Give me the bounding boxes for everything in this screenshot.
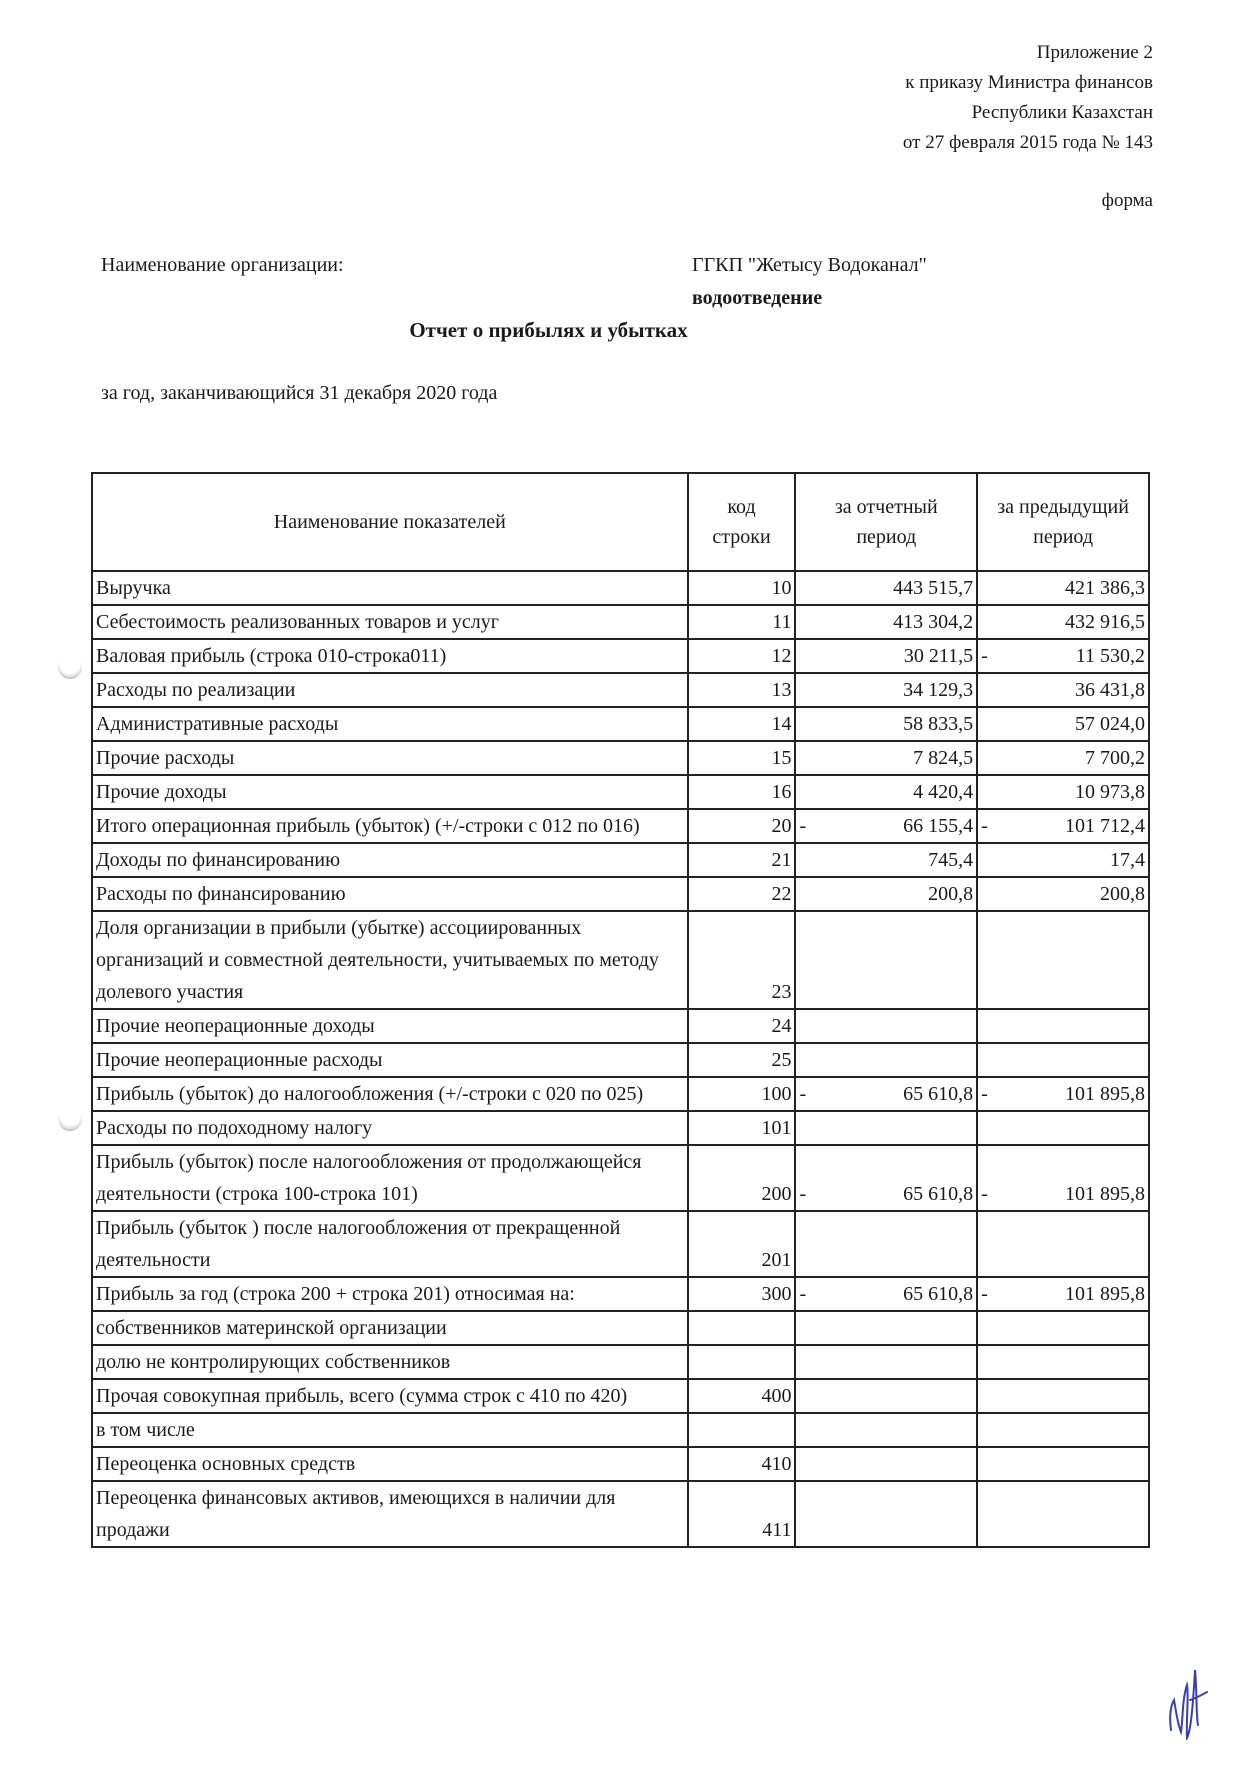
indicator-name: Прибыль (убыток) до налогообложения (+/-строки с 020 по 025) [92,1077,688,1111]
previous-period-cell [977,571,1149,605]
header-label: Наименование показателей [273,511,506,533]
indicator-name: Прибыль (убыток) после налогообложения от продолжающейся деятельности (строка 100-строка 101) [92,1145,688,1211]
table-row [92,1345,1149,1379]
line-code: 101 [688,1111,796,1145]
header-label: за предыдущий [997,496,1129,518]
previous-period-value: 57 024,0 [1075,713,1145,735]
report-period: за год, заканчивающийся 31 декабря 2020 года [101,382,498,404]
previous-period-cell [977,741,1149,775]
current-period-cell [795,843,977,877]
table-header-row [92,473,1149,571]
previous-period-cell [977,1009,1149,1043]
current-period-value: 30 211,5 [903,645,974,667]
previous-period-value: 7 700,2 [1085,747,1145,769]
table-row [92,639,1149,673]
previous-period-cell [977,1345,1149,1379]
header-line-code [688,473,796,571]
table-row [92,809,1149,843]
line-code: 16 [688,775,796,809]
previous-period-cell [977,877,1149,911]
previous-period-cell [977,673,1149,707]
current-period-cell [795,775,977,809]
appendix-reference [903,38,1153,158]
line-code [688,1413,796,1447]
indicator-name: Себестоимость реализованных товаров и услуг [92,605,688,639]
indicator-name: Прочие неоперационные расходы [92,1043,688,1077]
negative-sign: - [981,645,988,667]
table-row [92,1277,1149,1311]
previous-period-cell [977,1311,1149,1345]
indicator-name: собственников материнской организации [92,1311,688,1345]
current-period-value: 34 129,3 [903,679,974,701]
previous-period-cell [977,843,1149,877]
appendix-line: Республики Казахстан [971,102,1153,123]
negative-sign: - [981,815,988,837]
current-period-cell [795,1111,977,1145]
previous-period-cell [977,1413,1149,1447]
line-code: 12 [688,639,796,673]
previous-period-value: 200,8 [1100,883,1145,905]
organization-name: ГГКП "Жетысу Водоканал" [692,254,927,276]
table-row [92,1111,1149,1145]
table-row [92,843,1149,877]
current-period-cell [795,1211,977,1277]
current-period-value: 66 155,4 [903,815,974,837]
current-period-cell [795,809,977,843]
previous-period-cell [977,1447,1149,1481]
previous-period-cell [977,639,1149,673]
table-row [92,1009,1149,1043]
previous-period-value: 101 895,8 [1065,1283,1145,1305]
negative-sign: - [799,815,807,837]
negative-sign: - [799,1083,807,1105]
indicator-name: Прибыль за год (строка 200 + строка 201) относимая на: [92,1277,688,1311]
line-code: 23 [688,911,796,1009]
line-code: 100 [688,1077,796,1111]
header-current-period [795,473,977,571]
header-previous-period [977,473,1149,571]
line-code: 400 [688,1379,796,1413]
current-period-cell [795,605,977,639]
negative-sign: - [981,1083,988,1105]
previous-period-cell [977,1379,1149,1413]
current-period-cell [795,1311,977,1345]
line-code: 24 [688,1009,796,1043]
current-period-cell [795,1009,977,1043]
appendix-line: от 27 февраля 2015 года № 143 [902,132,1153,153]
current-period-cell [795,571,977,605]
previous-period-value: 101 895,8 [1065,1083,1145,1105]
indicator-name: Прочая совокупная прибыль, всего (сумма строк с 410 по 420) [92,1379,688,1413]
negative-sign: - [981,1183,988,1205]
previous-period-cell [977,1077,1149,1111]
previous-period-value: 11 530,2 [1075,645,1145,667]
organization-label: Наименование организации: [101,254,344,276]
line-code: 10 [688,571,796,605]
table-row [92,911,1149,1009]
current-period-cell [795,1043,977,1077]
current-period-cell [795,1447,977,1481]
previous-period-cell [977,1111,1149,1145]
table-row [92,1043,1149,1077]
header-label: период [856,526,917,548]
previous-period-cell [977,1211,1149,1277]
line-code: 11 [688,605,796,639]
punch-hole-icon [58,655,82,679]
current-period-value: 65 610,8 [903,1183,974,1205]
current-period-value: 58 833,5 [903,713,974,735]
table-row [92,605,1149,639]
previous-period-cell [977,1277,1149,1311]
current-period-cell [795,1077,977,1111]
punch-hole-icon [58,1107,82,1131]
table-row [92,1145,1149,1211]
current-period-cell [795,877,977,911]
previous-period-value: 36 431,8 [1075,679,1145,701]
current-period-cell [795,1379,977,1413]
current-period-cell [795,707,977,741]
header-label: код [727,496,756,518]
indicator-name: Расходы по реализации [92,673,688,707]
previous-period-cell [977,1043,1149,1077]
line-code: 200 [688,1145,796,1211]
table-row [92,673,1149,707]
indicator-name: Выручка [92,571,688,605]
previous-period-value: 17,4 [1110,849,1145,871]
indicator-name: Переоценка основных средств [92,1447,688,1481]
line-code: 21 [688,843,796,877]
negative-sign: - [799,1183,807,1205]
appendix-line: к приказу Министра финансов [905,72,1153,93]
current-period-value: 7 824,5 [913,747,974,769]
header-label: за отчетный [834,496,938,518]
previous-period-value: 432 916,5 [1065,611,1145,633]
indicator-name: Административные расходы [92,707,688,741]
indicator-name: Доходы по финансированию [92,843,688,877]
indicator-name: Прибыль (убыток ) после налогообложения от прекращенной деятельности [92,1211,688,1277]
previous-period-value: 101 712,4 [1065,815,1145,837]
indicator-name: в том числе [92,1413,688,1447]
indicator-name: Расходы по финансированию [92,877,688,911]
previous-period-cell [977,911,1149,1009]
current-period-cell [795,911,977,1009]
current-period-value: 65 610,8 [903,1083,974,1105]
table-row [92,1311,1149,1345]
report-title: Отчет о прибылях и убытках [409,318,688,342]
table-row [92,1379,1149,1413]
previous-period-cell [977,809,1149,843]
current-period-value: 443 515,7 [893,577,974,599]
indicator-name: Прочие доходы [92,775,688,809]
table-row [92,1447,1149,1481]
indicator-name: Переоценка финансовых активов, имеющихся в наличии для продажи [92,1481,688,1547]
line-code: 300 [688,1277,796,1311]
current-period-cell [795,1145,977,1211]
table-row [92,1211,1149,1277]
current-period-cell [795,1345,977,1379]
line-code: 15 [688,741,796,775]
current-period-value: 4 420,4 [913,781,974,803]
current-period-cell [795,1413,977,1447]
organization-division: водоотведение [692,287,823,309]
current-period-cell [795,639,977,673]
indicator-name: Прочие расходы [92,741,688,775]
indicator-name: Валовая прибыль (строка 010-строка011) [92,639,688,673]
line-code: 201 [688,1211,796,1277]
line-code: 14 [688,707,796,741]
current-period-cell [795,1481,977,1547]
previous-period-cell [977,707,1149,741]
negative-sign: - [799,1283,807,1305]
table-row [92,1413,1149,1447]
line-code: 410 [688,1447,796,1481]
indicator-name: Расходы по подоходному налогу [92,1111,688,1145]
report-title-wrap [0,318,1239,343]
line-code [688,1311,796,1345]
previous-period-cell [977,605,1149,639]
appendix-line: Приложение 2 [1036,42,1153,63]
negative-sign: - [981,1283,988,1305]
table-row [92,707,1149,741]
previous-period-cell [977,775,1149,809]
indicator-name: Доля организации в прибыли (убытке) ассоциированных организаций и совместной деятельности, учитываемых по методу долевого участия [92,911,688,1009]
current-period-value: 200,8 [928,883,974,905]
header-label: строки [712,526,771,548]
current-period-value: 745,4 [928,849,974,871]
current-period-cell [795,1277,977,1311]
table-row [92,741,1149,775]
signature-icon [1165,1660,1210,1740]
indicator-name: Итого операционная прибыль (убыток) (+/-строки с 012 по 016) [92,809,688,843]
form-label: форма [1101,190,1153,211]
table-row [92,1077,1149,1111]
previous-period-cell [977,1481,1149,1547]
table-row [92,571,1149,605]
indicator-name: долю не контролирующих собственников [92,1345,688,1379]
table-row [92,775,1149,809]
current-period-value: 413 304,2 [893,611,974,633]
line-code: 22 [688,877,796,911]
table-row [92,1481,1149,1547]
previous-period-value: 101 895,8 [1065,1183,1145,1205]
line-code: 20 [688,809,796,843]
header-indicator-name [92,473,688,571]
table-row [92,877,1149,911]
line-code: 411 [688,1481,796,1547]
current-period-value: 65 610,8 [903,1283,974,1305]
profit-loss-table [91,472,1150,1548]
header-label: период [1033,526,1094,548]
current-period-cell [795,673,977,707]
previous-period-value: 421 386,3 [1065,577,1145,599]
previous-period-value: 10 973,8 [1075,781,1145,803]
previous-period-cell [977,1145,1149,1211]
indicator-name: Прочие неоперационные доходы [92,1009,688,1043]
line-code: 13 [688,673,796,707]
current-period-cell [795,741,977,775]
line-code [688,1345,796,1379]
line-code: 25 [688,1043,796,1077]
